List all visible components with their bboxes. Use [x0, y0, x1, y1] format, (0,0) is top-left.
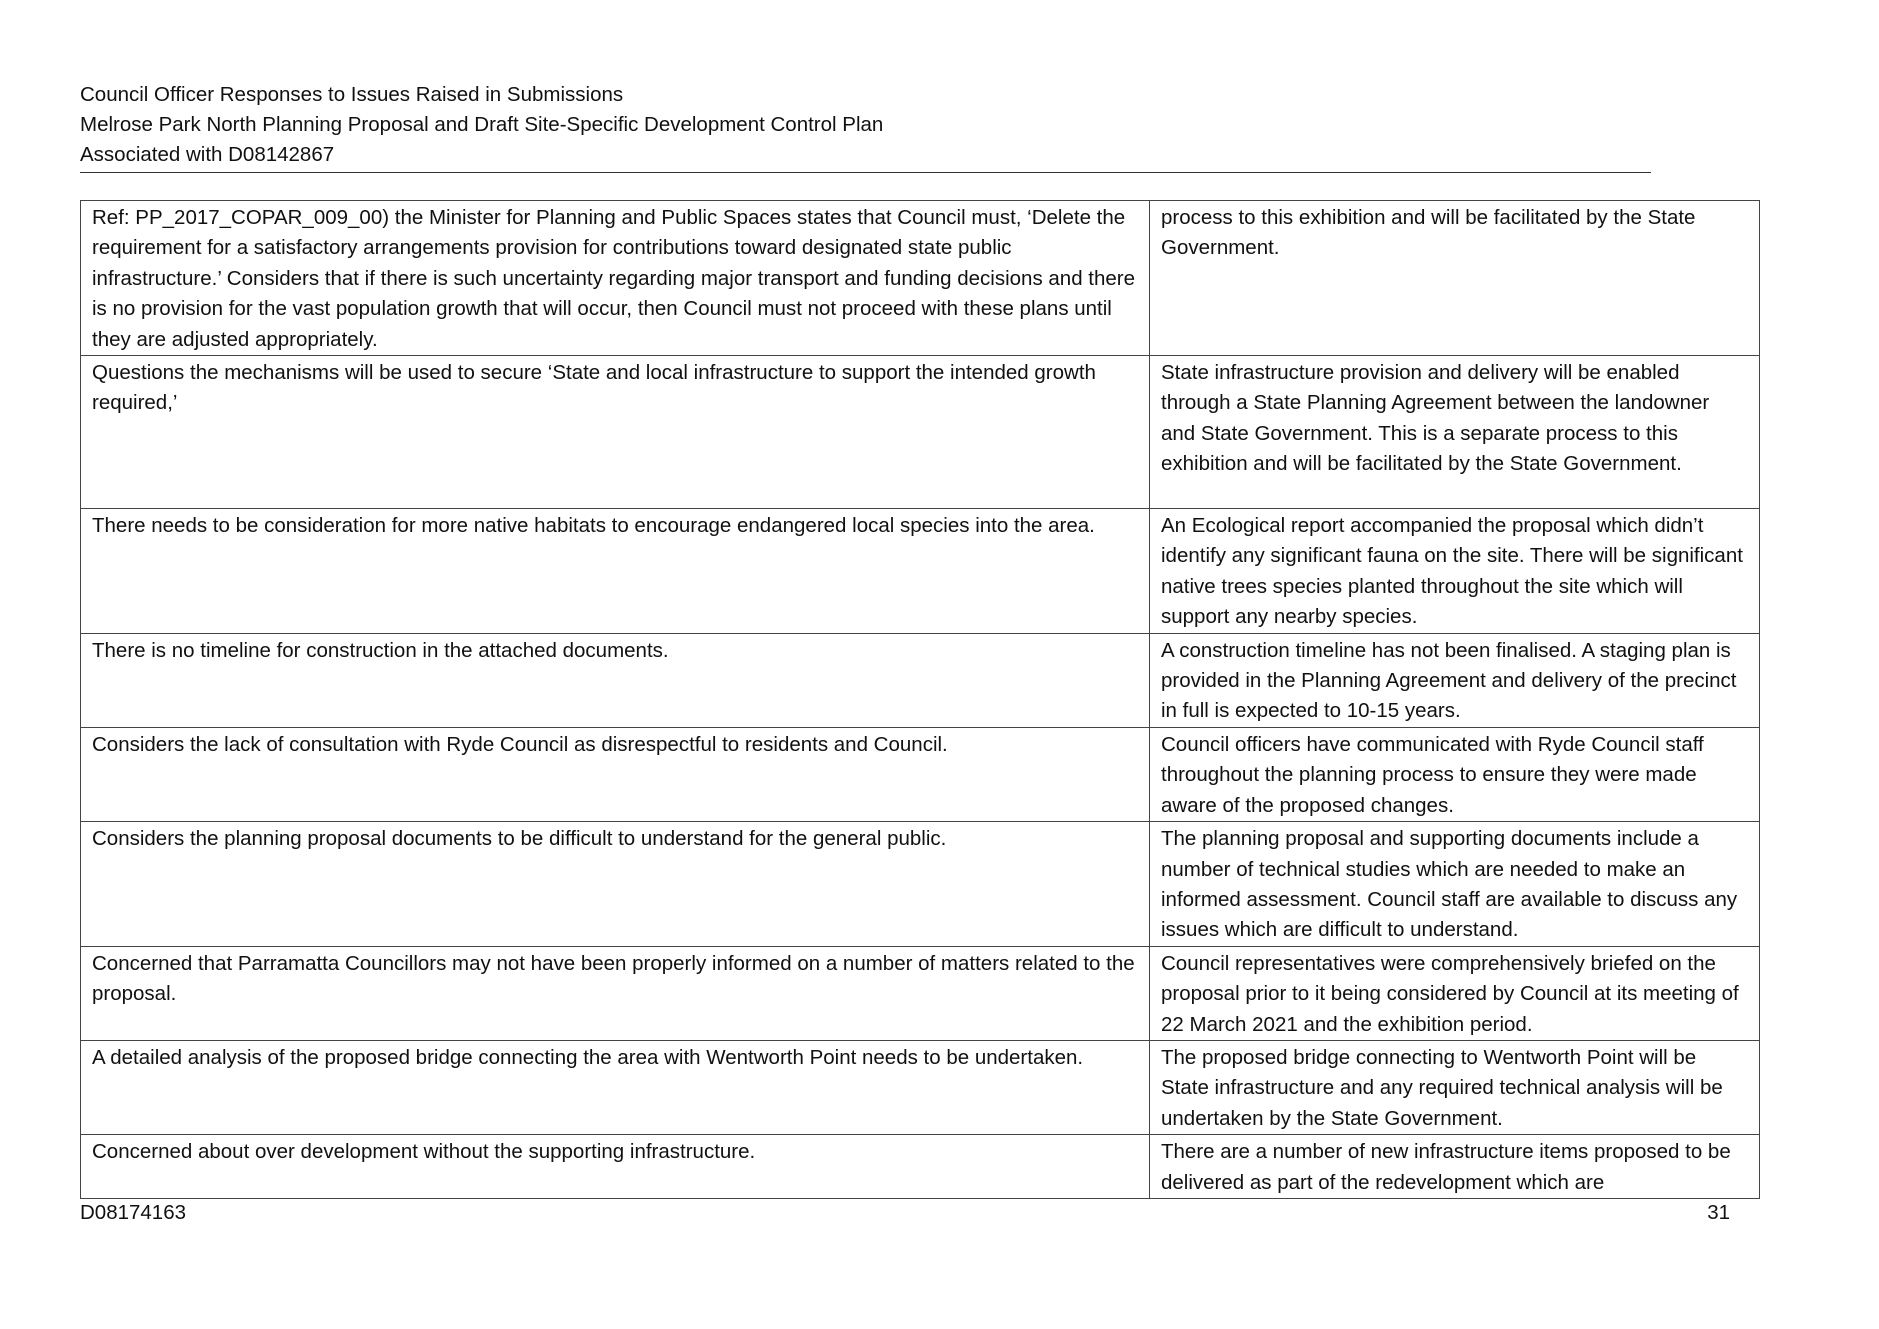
table-row: [81, 1135, 1760, 1199]
issue-cell: Ref: PP_2017_COPAR_009_00) the Minister for Planning and Public Spaces states that Council must, ‘Delete the requirement for a satisfactory arrangements provision for contributions toward designated state public infrastructure.’ Considers that if there is such uncertainty regarding major transport and funding decisions and there is no provision for the vast population growth that will occur, then Council must not proceed with these plans until they are adjusted appropriately.: [81, 201, 1150, 356]
table-row: [81, 509, 1760, 634]
table-row: [81, 201, 1760, 356]
table-row: [81, 822, 1760, 947]
issue-cell: There is no timeline for construction in the attached documents.: [81, 633, 1150, 727]
issue-cell: Considers the planning proposal documents to be difficult to understand for the general public.: [81, 822, 1150, 947]
issue-cell: Considers the lack of consultation with Ryde Council as disrespectful to residents and Council.: [81, 727, 1150, 821]
page-header: [80, 80, 1651, 173]
issue-cell: A detailed analysis of the proposed bridge connecting the area with Wentworth Point needs to be undertaken.: [81, 1040, 1150, 1134]
response-cell: An Ecological report accompanied the proposal which didn’t identify any significant fauna on the site. There will be significant native trees species planted throughout the site which will support any nearby species.: [1150, 509, 1760, 634]
issue-cell: Concerned that Parramatta Councillors may not have been properly informed on a number of matters related to the proposal.: [81, 946, 1150, 1040]
response-cell: process to this exhibition and will be facilitated by the State Government.: [1150, 201, 1760, 356]
table-row: [81, 1040, 1760, 1134]
response-cell: Council representatives were comprehensively briefed on the proposal prior to it being considered by Council at its meeting of 22 March 2021 and the exhibition period.: [1150, 946, 1760, 1040]
issue-cell: Concerned about over development without the supporting infrastructure.: [81, 1135, 1150, 1199]
response-cell: A construction timeline has not been finalised. A staging plan is provided in the Planning Agreement and delivery of the precinct in full is expected to 10-15 years.: [1150, 633, 1760, 727]
response-cell: The proposed bridge connecting to Wentworth Point will be State infrastructure and any required technical analysis will be undertaken by the State Government.: [1150, 1040, 1760, 1134]
table-row: [81, 633, 1760, 727]
document-reference: D08174163: [80, 1201, 187, 1224]
table-row: [81, 356, 1760, 509]
header-title: Council Officer Responses to Issues Raised in Submissions: [80, 83, 624, 106]
page-number: 31: [1707, 1201, 1730, 1224]
table-row: [81, 727, 1760, 821]
issue-cell: Questions the mechanisms will be used to secure ‘State and local infrastructure to support the intended growth required,’: [81, 356, 1150, 509]
response-cell: Council officers have communicated with Ryde Council staff throughout the planning process to ensure they were made aware of the proposed changes.: [1150, 727, 1760, 821]
header-subtitle: Melrose Park North Planning Proposal and Draft Site-Specific Development Control Plan: [80, 113, 884, 136]
header-reference: Associated with D08142867: [80, 143, 335, 166]
response-cell: State infrastructure provision and delivery will be enabled through a State Planning Agreement between the landowner and State Government. This is a separate process to this exhibition and will be facilitated by the State Government.: [1150, 356, 1760, 509]
response-cell: There are a number of new infrastructure items proposed to be delivered as part of the redevelopment which are: [1150, 1135, 1760, 1199]
responses-table: [80, 200, 1760, 1199]
issue-cell: There needs to be consideration for more native habitats to encourage endangered local species into the area.: [81, 509, 1150, 634]
table-row: [81, 946, 1760, 1040]
response-cell: The planning proposal and supporting documents include a number of technical studies which are needed to make an informed assessment. Council staff are available to discuss any issues which are difficult to understand.: [1150, 822, 1760, 947]
